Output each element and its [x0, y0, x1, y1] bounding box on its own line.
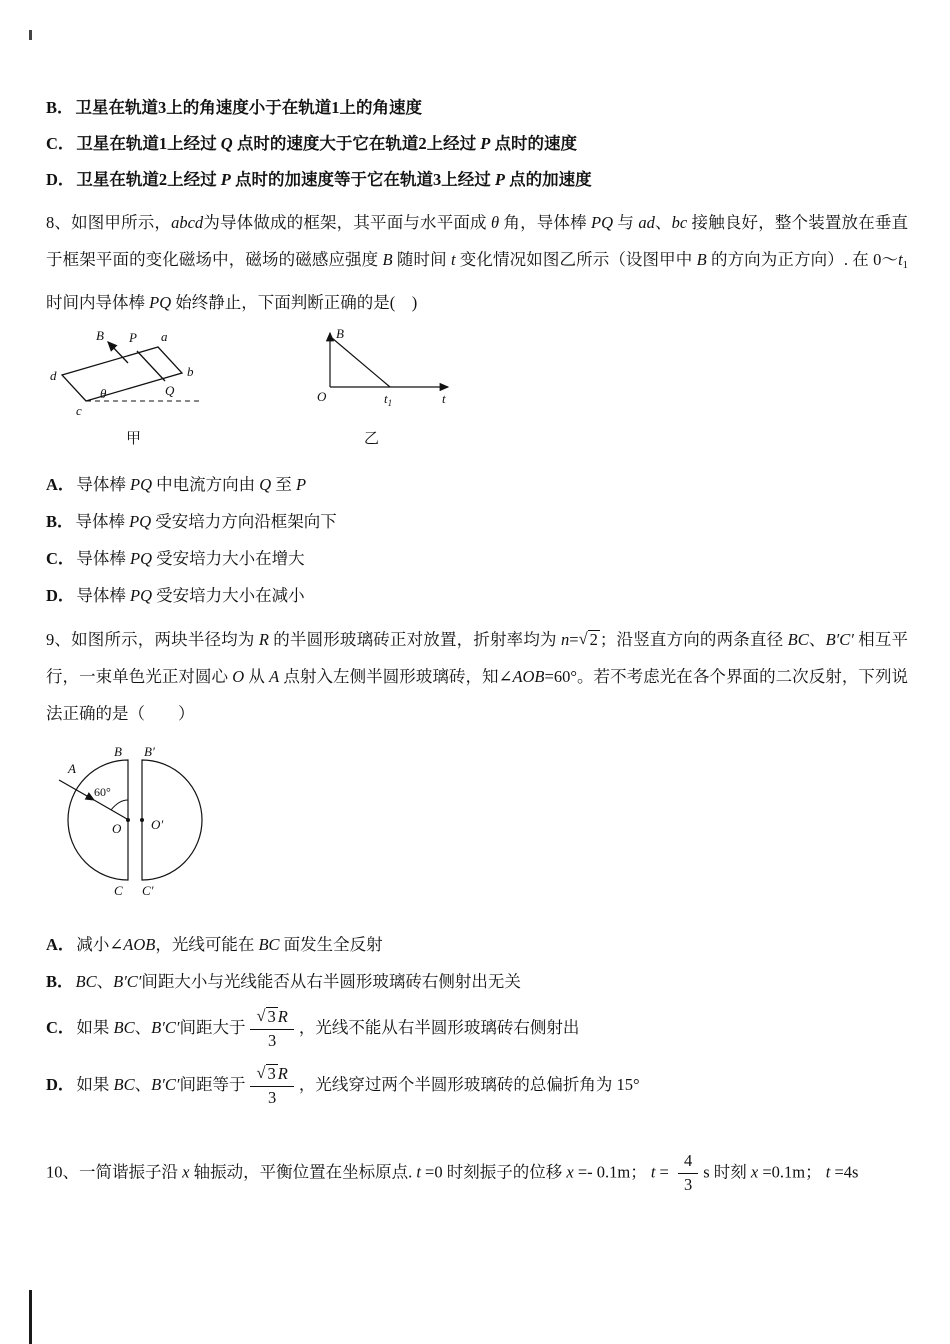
q8-stem: 8、如图甲所示，abcd为导体做成的框架，其平面与水平面成 θ 角，导体棒 PQ 与 ad、bc 接触良好，整个装置放在垂直于框架平面的变化磁场中，磁场的磁感应强度 B 随时间 t 变化情况如图乙所示（设图甲中 B 的方向为正方向）. 在 0～t1 时间内导体棒 PQ 始终静止，下面判断正确的是( ) — [46, 213, 909, 312]
label-t-axis: t — [442, 391, 446, 406]
q8-option-a — [46, 473, 908, 497]
caption-jia: 甲 — [126, 431, 142, 447]
option-text: 卫星在轨道3上的角速度小于在轨道1上的角速度 — [75, 98, 423, 117]
option-label: D． — [46, 1074, 75, 1094]
label-a: a — [161, 329, 168, 344]
label-O-prime: O′ — [151, 817, 164, 832]
label-d: d — [50, 368, 57, 383]
option-label: A． — [46, 475, 75, 494]
option-text: 卫星在轨道1上经过 Q 点时的速度大于它在轨道2上经过 P 点时的速度 — [76, 134, 577, 153]
b-field-arrow — [108, 342, 128, 363]
q9-stem: 9、如图所示，两块半径均为 R 的半圆形玻璃砖正对放置，折射率均为 n=√ 2 ；沿竖直方向的两条直径 BC、B′C′ 相互平行，一束单色光正对圆心 O 从 A 点射入左侧半圆形玻璃砖，知∠AOB=60°。若不考虑光在各个界面的二次反射，下列说法正确的是（ ） — [46, 629, 909, 723]
label-Q: Q — [165, 383, 175, 398]
label-O: O — [112, 821, 122, 836]
option-text: 如果 BC、B′C′间距等于 $\frac{√ 3 R}{3}$ ，光线穿过两个半圆形玻璃砖的总偏折角为 15° — [76, 1062, 640, 1107]
option-text: 导体棒 PQ 中电流方向由 Q 至 P — [76, 475, 307, 494]
q7-option-c — [46, 132, 908, 155]
option-label: C． — [46, 1017, 75, 1037]
label-P: P — [129, 330, 137, 345]
left-semicircle — [68, 760, 128, 880]
scan-mark-bottom — [29, 1290, 32, 1344]
q8-option-b — [46, 510, 908, 534]
q8-option-d — [46, 584, 908, 608]
label-60deg: 60° — [94, 785, 111, 799]
q9-figure-wrap — [50, 742, 908, 905]
label-B-prime: B′ — [144, 744, 155, 759]
label-theta: θ — [100, 386, 107, 401]
option-text: BC、B′C′间距大小与光线能否从右半圆形玻璃砖右侧射出无关 — [75, 972, 521, 991]
q8-figures — [50, 325, 908, 453]
q7-option-b — [46, 96, 908, 119]
option-label: D． — [46, 586, 75, 605]
option-text: 减小∠AOB，光线可能在 BC 面发生全反射 — [76, 935, 383, 954]
frame-abcd — [62, 347, 182, 401]
figure-semicircle-glass — [50, 742, 260, 900]
b-vs-t-line — [332, 338, 390, 387]
label-b: b — [187, 364, 194, 379]
incident-ray-tail — [94, 800, 127, 819]
q9-options — [46, 933, 908, 1108]
scan-mark-top — [29, 30, 32, 40]
q8-options — [46, 473, 908, 608]
option-text: 导体棒 PQ 受安培力大小在增大 — [76, 549, 305, 568]
option-label: D． — [46, 170, 75, 189]
option-label: C． — [46, 134, 75, 153]
option-label: B． — [46, 98, 74, 117]
q9-option-a — [46, 933, 908, 957]
center-Op-dot — [140, 818, 144, 822]
q9-option-b — [46, 970, 908, 994]
q7-option-d — [46, 168, 908, 191]
option-text: 导体棒 PQ 受安培力大小在减小 — [76, 586, 305, 605]
label-C-prime: C′ — [142, 883, 154, 898]
label-B: B — [96, 328, 104, 343]
q10-stem: 10、一简谐振子沿 x 轴振动，平衡位置在坐标原点. t =0 时刻振子的位移 x =- 0.1m； t = $\frac{4}{3}$ s 时刻 x =0.1m； t =4s — [46, 1150, 859, 1194]
label-O: O — [317, 389, 327, 404]
q9-option-d — [46, 1064, 908, 1108]
label-c: c — [76, 403, 82, 418]
option-text: 卫星在轨道2上经过 P 点时的加速度等于它在轨道3上经过 P 点的加速度 — [76, 170, 592, 189]
option-label: A． — [46, 935, 75, 954]
caption-yi: 乙 — [364, 431, 380, 447]
incident-ray — [59, 780, 94, 800]
label-B: B — [114, 744, 122, 759]
label-C: C — [114, 883, 123, 898]
option-text: 导体棒 PQ 受安培力方向沿框架向下 — [75, 512, 337, 531]
option-text: 如果 BC、B′C′间距大于 $\frac{√ 3 R}{3}$ ，光线不能从右半圆形玻璃砖右侧射出 — [76, 1006, 580, 1050]
figure-frame-diagram — [50, 325, 280, 453]
angle-arc — [111, 800, 128, 810]
label-A: A — [68, 761, 76, 776]
label-B-axis: B — [336, 326, 344, 341]
q8-option-c — [46, 547, 908, 571]
label-t1: $t_1$ — [384, 391, 393, 408]
rod-PQ — [137, 351, 165, 381]
q9-option-c — [46, 1007, 908, 1051]
center-O-dot — [126, 818, 130, 822]
option-label: B． — [46, 972, 74, 991]
option-label: C． — [46, 549, 75, 568]
option-label: B． — [46, 512, 74, 531]
figure-bt-graph — [310, 325, 470, 453]
